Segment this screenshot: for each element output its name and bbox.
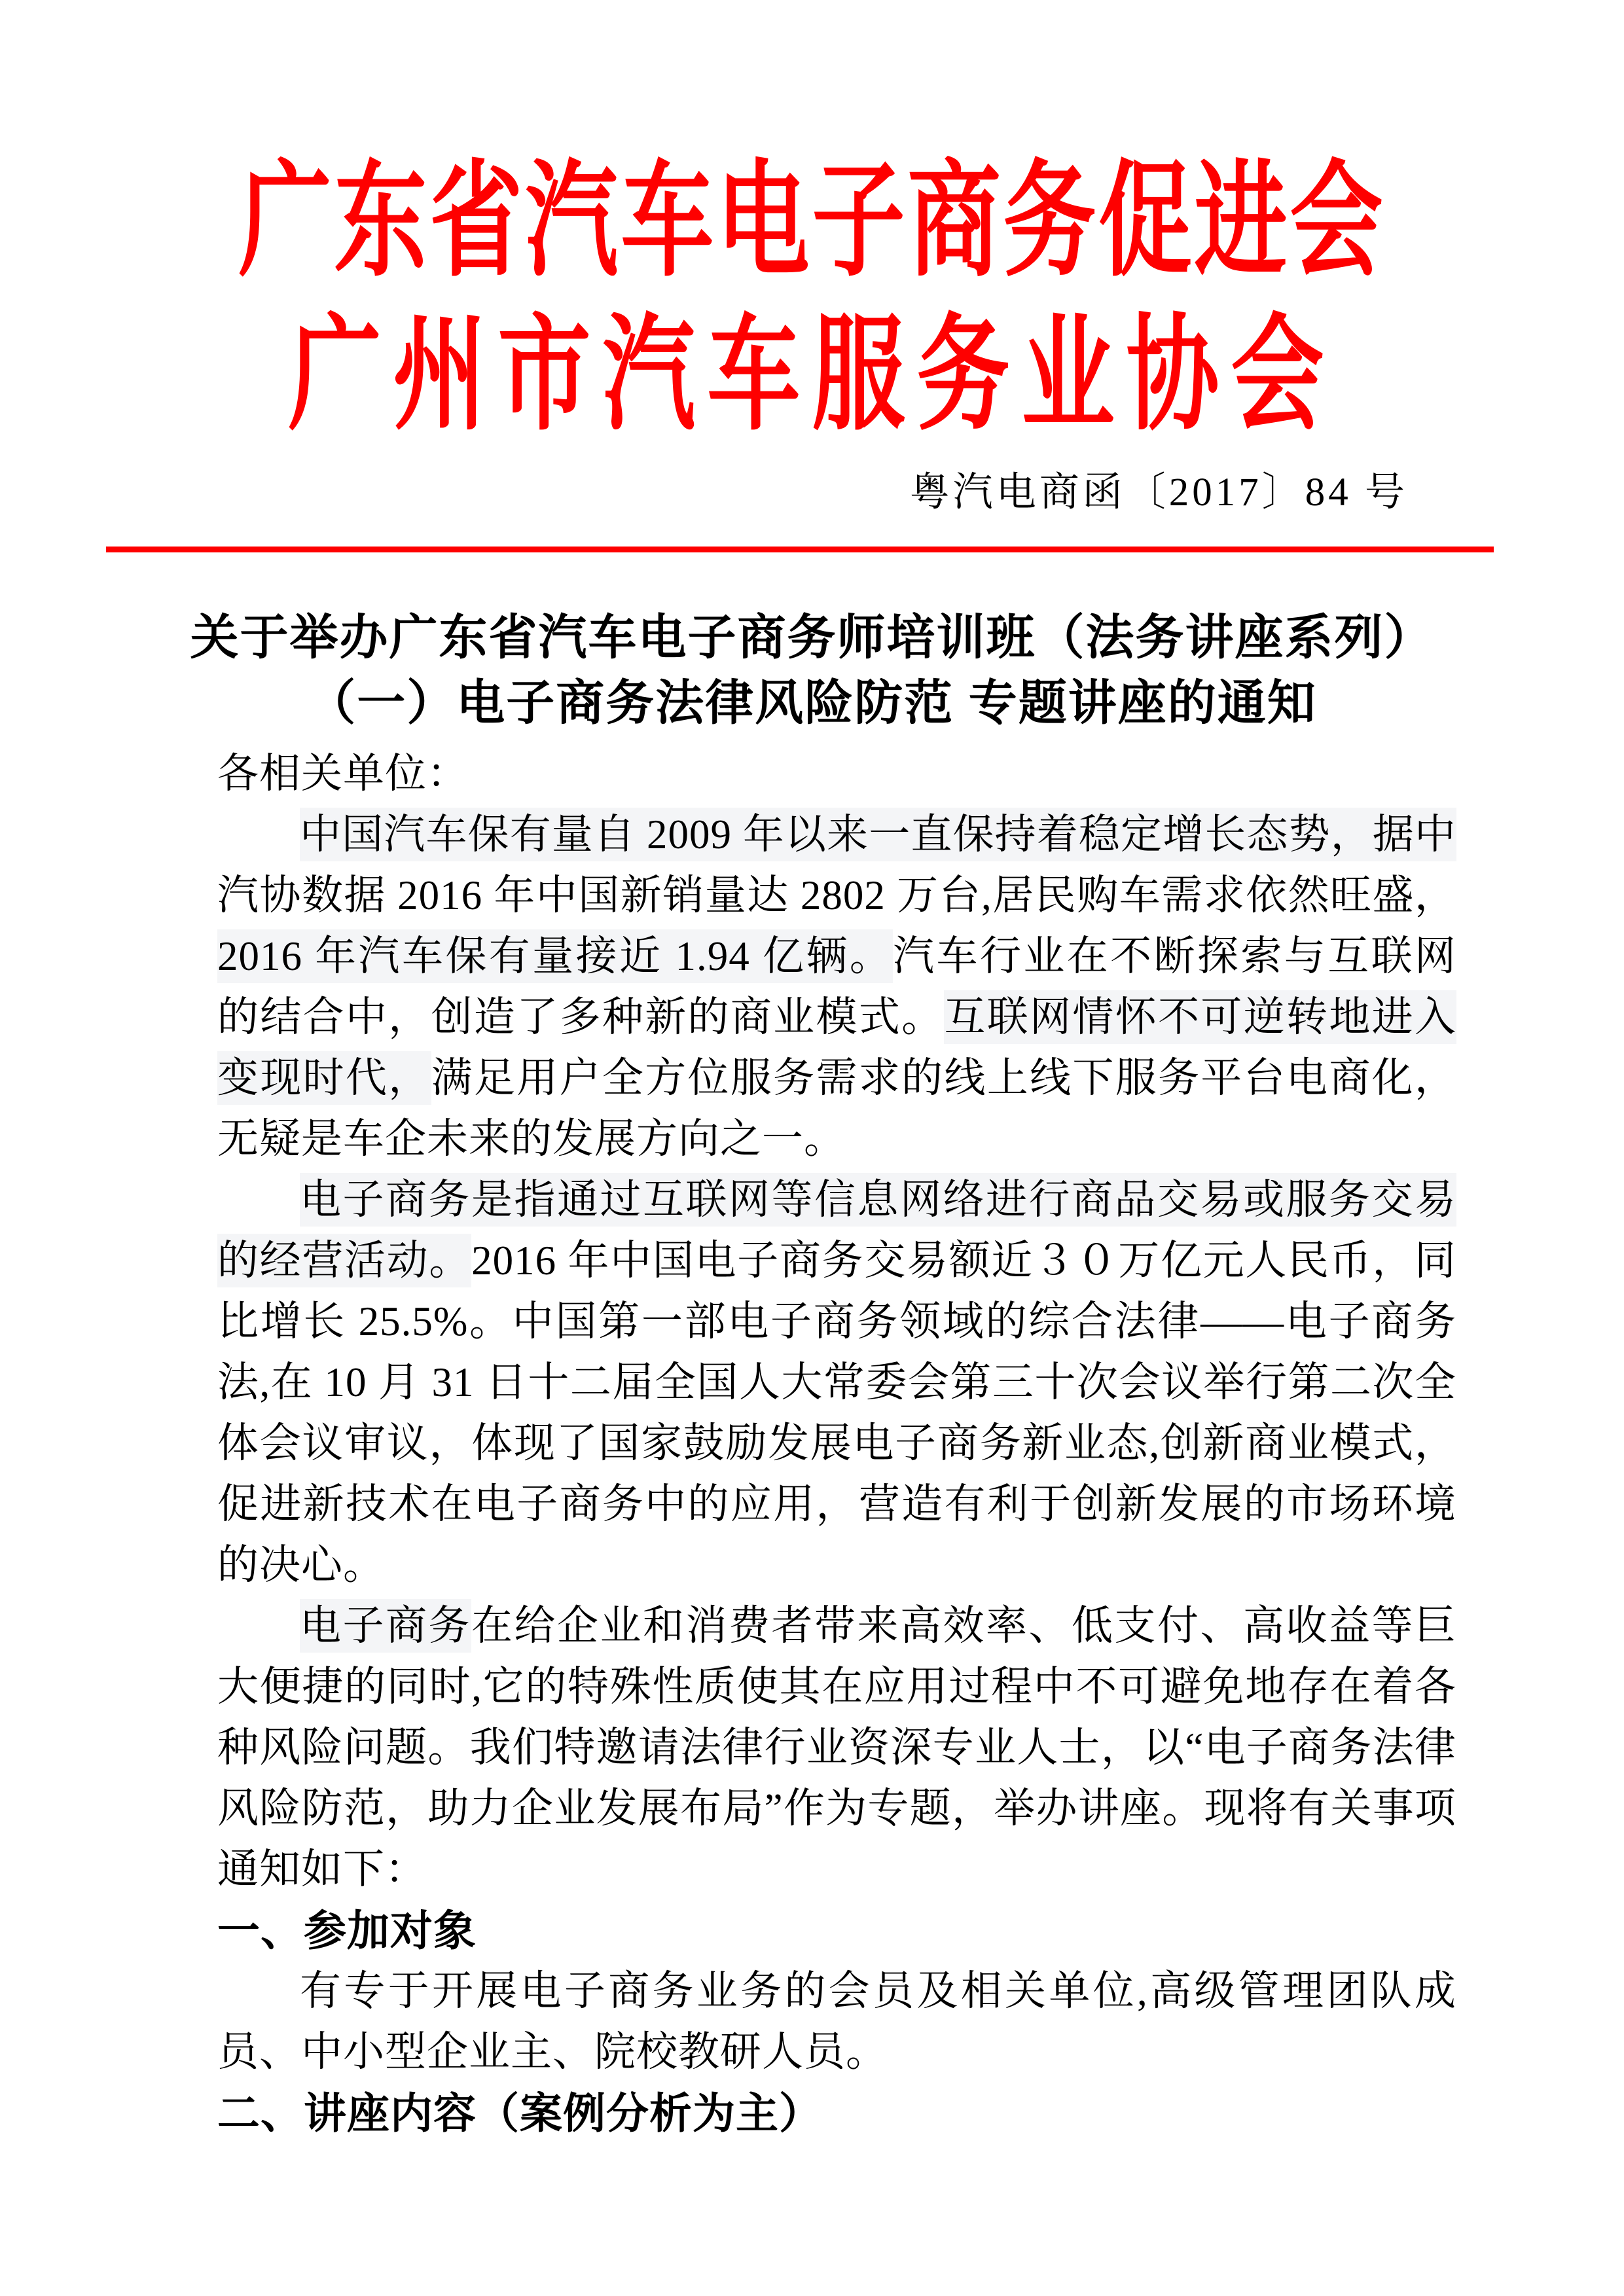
body-paragraph xyxy=(217,1596,1456,1900)
section-heading xyxy=(217,1900,1456,1961)
text-segment: 在给企业和消费者带来高效率、低支付、高收益等巨大便捷的同时,它的特殊性质使其在应用过程中不可避免地存在着各种风险问题。我们特邀请法律行业资深专业人士，以“电子商务法律风险防范，助力企业发展布局”作为专题，举办讲座。现将有关事项通知如下： xyxy=(217,1603,1456,1892)
highlighted-text: 中国汽车保有量自 2009 年以来一直保持着稳定增长态势，据中 xyxy=(300,808,1456,861)
text-segment: 有专于开展电子商务业务的会员及相关单位,高级管理团队成员、中小型企业主、院校教研人员。 xyxy=(217,1968,1456,2075)
text-segment: 汽协数据 2016 年中国新销量达 2802 万台,居民购车需求依然旺盛， xyxy=(217,872,1456,918)
text-segment: 满足用户全方位服务需求的线上线下服务平台电商化，无疑是车企未来的发展方向之一。 xyxy=(217,1055,1457,1162)
notice-body xyxy=(217,744,1456,2144)
body-paragraph xyxy=(217,1961,1456,2083)
notice-title-line-2: （一）电子商务法律风险防范 专题讲座的通知 xyxy=(307,675,1317,730)
notice-title xyxy=(0,605,1624,736)
highlighted-text: 电子商务 xyxy=(300,1599,471,1653)
document-number: 粤汽电商函〔2017〕84 号 xyxy=(909,471,1408,514)
letterhead xyxy=(0,0,1624,552)
highlighted-text: 互联网情怀不可逆转地进入变现时代， xyxy=(217,990,1456,1105)
text-segment: 2016 年中国电子商务交易额近３０万亿元人民币，同比增长 25.5%。中国第一部电子商务领域的综合法律——电子商务法,在 10 月 31 日十二届全国人大常委会第三十次会议举行第二次全体会议审议，体现了国家鼓励发展电子商务新业态,创新商业模式，促进新技术在电子商务中的应用，营造有利于创新发展的市场环境的决心。 xyxy=(217,1238,1457,1588)
body-paragraph xyxy=(217,1170,1456,1596)
notice-content xyxy=(0,605,1624,2144)
body-paragraph xyxy=(217,804,1456,1170)
notice-title-line-1: 关于举办广东省汽车电子商务师培训班（法务讲座系列） xyxy=(190,610,1434,664)
text-segment: 汽车行业在不断探索与互联网的结合中，创造了多种新的商业模式。 xyxy=(217,933,1457,1040)
salutation-line xyxy=(217,744,1456,804)
text-segment: 一、参加对象 xyxy=(217,1907,477,1954)
org-title-block xyxy=(0,0,1624,458)
section-heading xyxy=(217,2083,1456,2144)
text-segment: 二、讲座内容（案例分析为主） xyxy=(217,2089,823,2137)
highlighted-text: 电子商务是指通过互联网等信息网络进行商品交易或服务交易的经营活动。 xyxy=(217,1173,1456,1287)
red-divider-line xyxy=(106,547,1494,552)
highlighted-text: 2016 年汽车保有量接近 1.94 亿辆。 xyxy=(217,929,893,983)
org-title-line-1: 广东省汽车电子商务促进会 xyxy=(238,151,1386,292)
text-segment: 各相关单位： xyxy=(217,751,469,797)
org-title-line-2: 广州市汽车服务业协会 xyxy=(288,305,1336,446)
